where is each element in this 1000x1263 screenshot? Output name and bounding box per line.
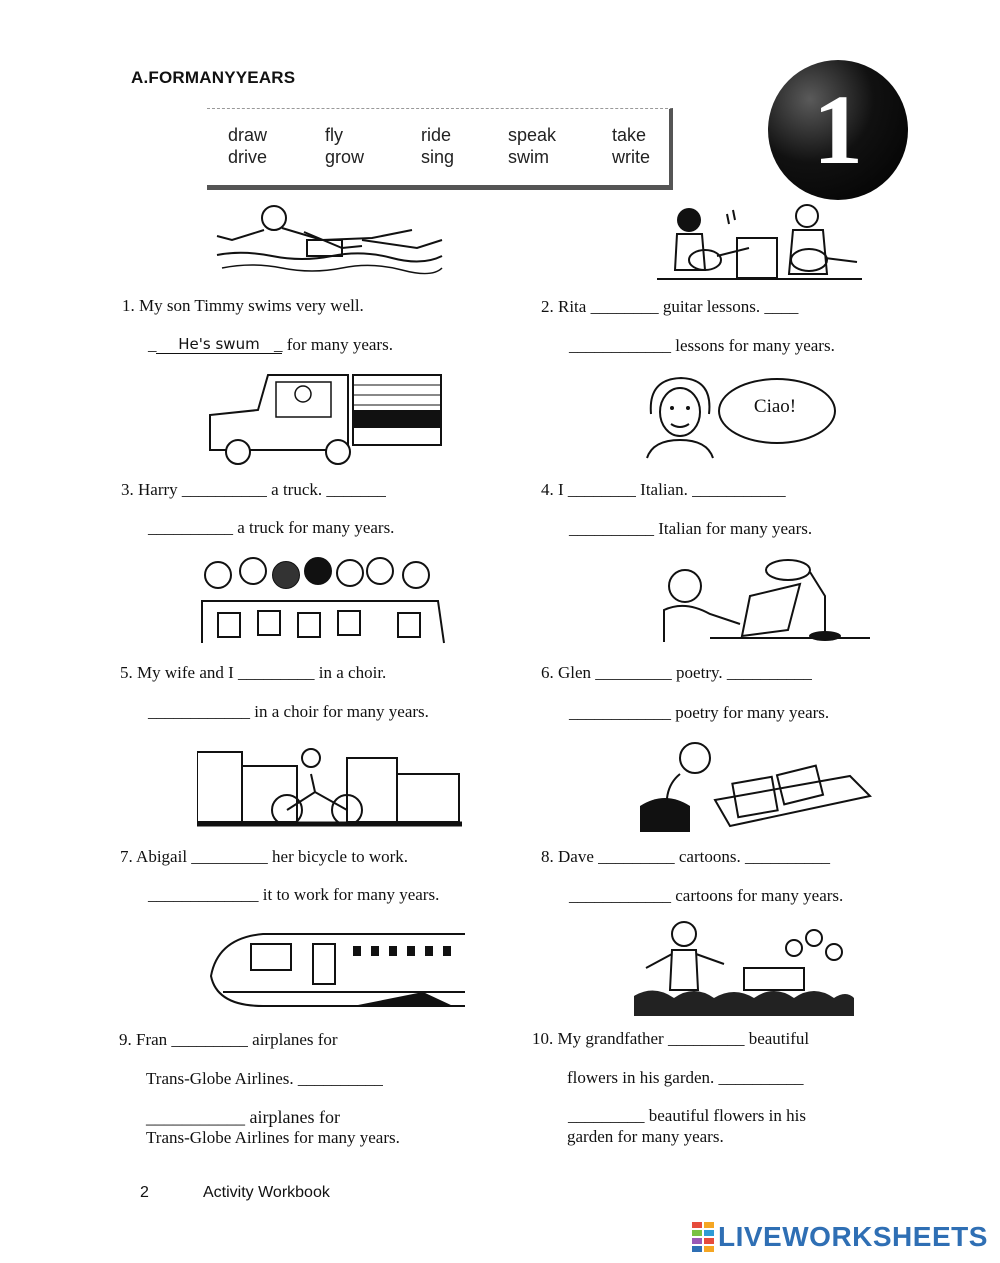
cartoonist-illustration <box>640 740 872 832</box>
word-take: take <box>612 125 647 145</box>
exercise-2-line2[interactable]: ____________ lessons for many years. <box>569 336 835 355</box>
worksheet-title: A.FORMANYYEARS <box>131 68 296 87</box>
exercise-5-line2[interactable]: ____________ in a choir for many years. <box>148 702 429 721</box>
exercise-3-line1[interactable]: 3. Harry __________ a truck. _______ <box>121 480 386 499</box>
liveworksheets-logo-text: LIVEWORKSHEETS <box>718 1221 988 1252</box>
exercise-1-blank-prefix: _ <box>148 335 157 354</box>
word-speak: speak <box>508 125 557 145</box>
italian-speaker-illustration <box>643 374 718 460</box>
word-swim: swim <box>508 147 549 167</box>
exercise-8-line2[interactable]: ____________ cartoons for many years. <box>569 886 844 905</box>
unit-number: 1 <box>813 74 863 185</box>
unit-number-badge <box>768 60 908 200</box>
exercise-3-line2[interactable]: __________ a truck for many years. <box>148 518 395 537</box>
exercise-10-line3[interactable]: _________ beautiful flowers in his <box>568 1106 806 1125</box>
exercise-8-line1[interactable]: 8. Dave _________ cartoons. __________ <box>541 847 830 866</box>
liveworksheets-logo[interactable] <box>692 1222 988 1252</box>
word-ride: ride <box>421 125 452 145</box>
exercise-2-line1[interactable]: 2. Rita ________ guitar lessons. ____ <box>541 297 799 316</box>
word-sing: sing <box>421 147 455 167</box>
exercise-9-line1[interactable]: 9. Fran _________ airplanes for <box>119 1030 338 1049</box>
page-number: 2 <box>140 1184 149 1201</box>
exercise-1-answer-field[interactable]: He's swum <box>156 335 282 354</box>
exercise-1-line2: _ for many years. <box>274 335 393 354</box>
swimmer-illustration <box>212 200 447 278</box>
exercise-7-line2[interactable]: _____________ it to work for many years. <box>148 885 440 904</box>
exercise-9-line4: Trans-Globe Airlines for many years. <box>146 1128 400 1147</box>
guitar-lesson-illustration <box>657 200 862 282</box>
book-title: Activity Workbook <box>203 1184 330 1201</box>
exercise-10-line4: garden for many years. <box>567 1127 724 1146</box>
exercise-4-line1[interactable]: 4. I ________ Italian. ___________ <box>541 480 786 499</box>
word-drive: drive <box>228 147 268 167</box>
exercise-7-line1[interactable]: 7. Abigail _________ her bicycle to work. <box>120 847 409 866</box>
bicycle-illustration <box>197 744 462 830</box>
gardener-illustration <box>634 918 854 1016</box>
word-write: write <box>612 147 651 167</box>
airplane-illustration <box>203 922 465 1018</box>
exercise-9-line2[interactable]: Trans-Globe Airlines. __________ <box>146 1069 383 1088</box>
exercise-6-line1[interactable]: 6. Glen _________ poetry. __________ <box>541 663 812 682</box>
word-fly: fly <box>325 125 343 145</box>
choir-illustration <box>198 553 448 645</box>
exercise-9-line3[interactable]: ___________ airplanes for <box>146 1107 340 1127</box>
liveworksheets-logo-icon <box>692 1222 714 1252</box>
exercise-10-line1[interactable]: 10. My grandfather _________ beautiful <box>532 1029 810 1048</box>
exercise-4-line2[interactable]: __________ Italian for many years. <box>569 519 813 538</box>
exercise-1-line1: 1. My son Timmy swims very well. <box>122 296 364 315</box>
exercise-5-line1[interactable]: 5. My wife and I _________ in a choir. <box>120 663 387 682</box>
exercise-6-line2[interactable]: ____________ poetry for many years. <box>569 703 830 722</box>
speech-bubble-text: Ciao! <box>753 396 797 417</box>
word-grow: grow <box>325 147 365 167</box>
word-draw: draw <box>228 125 268 145</box>
truck-illustration <box>198 370 443 466</box>
exercise-10-line2[interactable]: flowers in his garden. __________ <box>567 1068 804 1087</box>
poet-writing-illustration <box>650 556 872 644</box>
